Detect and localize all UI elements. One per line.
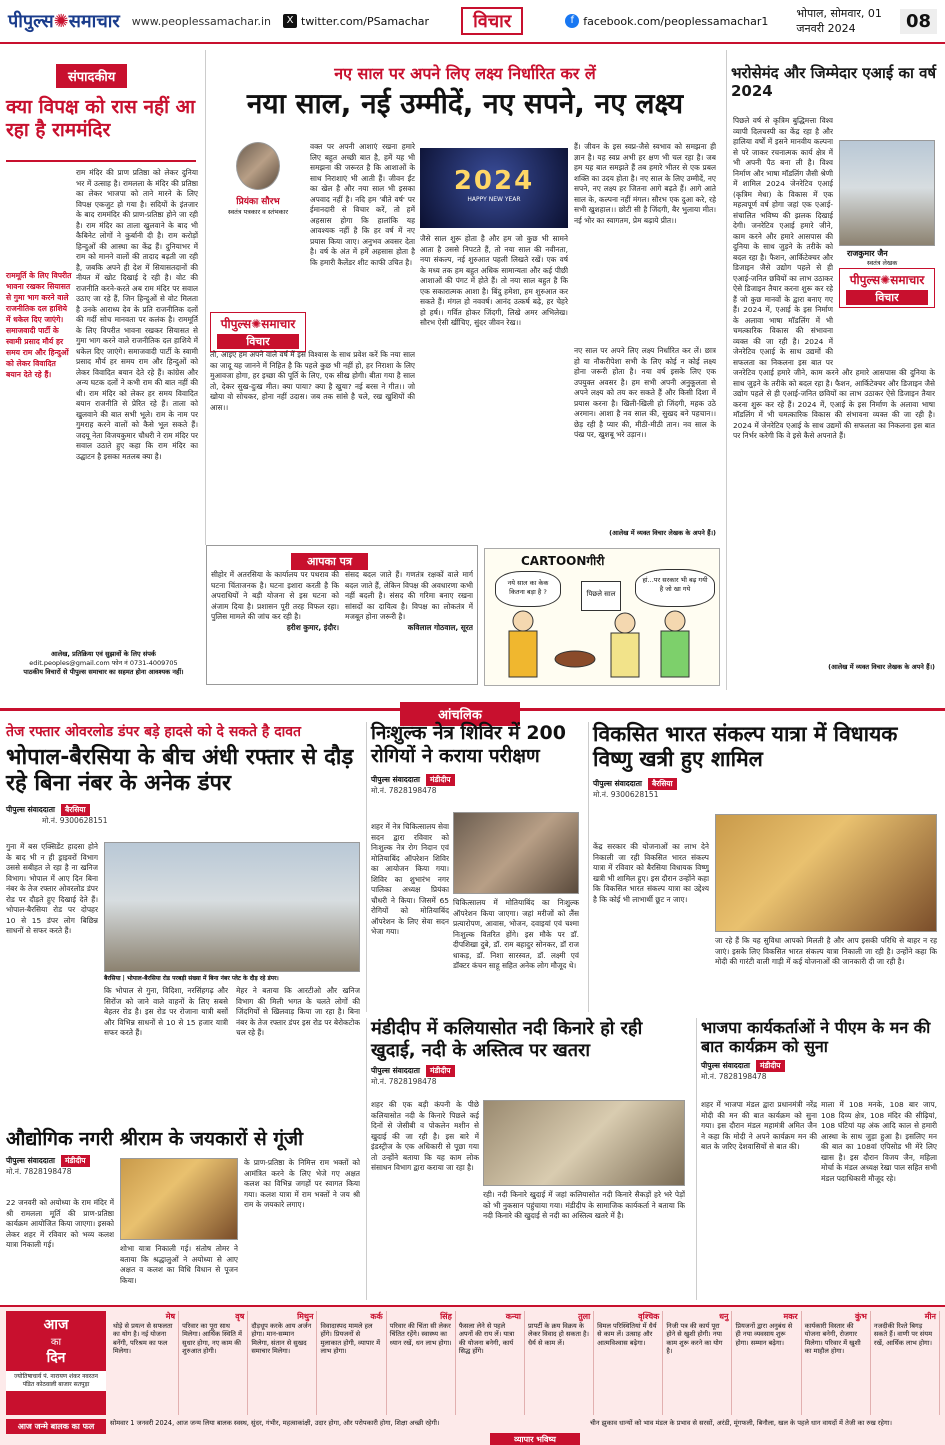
speech-bubble-1: नये साल का केक कितना बड़ा है ? — [495, 571, 561, 607]
story-kaliyasot — [366, 1018, 690, 1300]
ai-author-role: स्वतंत्र लेखक — [867, 259, 898, 267]
figure-1-body — [509, 631, 537, 677]
banner-year: 2024 — [453, 166, 535, 196]
story5-col2: माला में 108 मनके, 108 बार जाप, 108 दिव्य क्षेत्र, 108 मंदिर की सीढ़ियां, 108 घंटियां यह अंक आदि काल से हमारी आस्था के साथ जुड़ा हुआ है। इसलिए मन की बात का 108वां एपिसोड भी मेरे लिए खास है। इस दौरान विजय जैन, महिला मोर्चा के मंडल अध्यक्ष रेखा पाल सहित सभी मंडल पदाधिकारी मौजूद रहे। — [821, 1100, 937, 1183]
page-header — [0, 0, 945, 44]
story2-photo — [453, 812, 579, 894]
story1-kicker: तेज रफ्तार ओवरलोड डंपर बड़े हादसे को दे सकते है दावत — [6, 724, 302, 740]
sign-name: मीन — [924, 1312, 936, 1321]
story-shriram — [6, 1128, 361, 1300]
story6-col3: के प्राण-प्रतिष्ठा के निमित्त राम भक्तों को आमंत्रित करने के लिए भेजे गए अक्षत कलश का विभिन्न जगहों पर स्वागत किया गया। कलश यात्रा में राम भक्तों ने जय श्री राम के जयकारे लगाए। — [244, 1158, 360, 1209]
box-title-2: का — [50, 1337, 62, 1348]
author-role: स्वतंत्र पत्रकार व स्तंभकार — [228, 208, 288, 216]
sign-name: वृष — [235, 1312, 245, 1321]
section-logo: पीपुल्स✺समाचार विचार — [210, 312, 306, 352]
letter-1: सीहोर में अतरसिया के कार्यालय पर पथराव की घटना चिंताजनक है। घटना इशारा करती है कि अपराधियों ने बड़ी योजना से इस घटना को अंजाम दिया है। प्रशासन पूरी तरह विफल रहा। पुलिस मामले की जांच कर रही है। हरीश कुमार, इंदौर। — [211, 570, 339, 632]
story4-byline: पीपुल्स संवाददाता मंडीदीप — [371, 1065, 690, 1077]
main-footnote: (आलेख में व्यक्त विचार लेखक के अपने हैं।) — [609, 529, 716, 537]
cartoon-figures — [485, 609, 721, 685]
story3-photo — [715, 814, 937, 932]
horoscope-sign — [663, 1311, 732, 1415]
story3-col1: केंद्र सरकार की योजनाओं का लाभ देने निकाली जा रही विकसित भारत संकल्प यात्रा में रविवार को बैरसिया विधायक विष्णु खत्री भी शामिल हुए। इस दौरान उन्होंने कहा कि विकसित भारत संकल्प यात्रा का उद्देश्य है कि कोई भी लाभार्थी छूट न जाए। — [593, 842, 709, 904]
horoscope-sign — [110, 1311, 179, 1415]
horoscope-sign — [456, 1311, 525, 1415]
story4-photo — [483, 1100, 685, 1186]
website-link[interactable]: www.peoplessamachar.in — [131, 14, 271, 28]
story1-col3: मेहर ने बताया कि आरटीओ और खनिज विभाग की मिली भगत के चलते लोगों की जिंदगियों से खिलवाड़ किया जा रहा है। बिना नंबर के तेज रफ्तार डंपर इस रोड पर बेरोकटोक चल रहे हैं। — [236, 986, 360, 1037]
cake-sign: पिछले साल — [581, 581, 621, 611]
cake-icon — [555, 651, 595, 667]
story5-title[interactable]: भाजपा कार्यकर्ताओं ने पीएम के मन की बात कार्यक्रम को सुना — [701, 1018, 931, 1057]
sign-name: सिंह — [440, 1312, 452, 1321]
story2-col2: चिकित्सालय में मोतियाबिंद का निःशुल्क ऑपरेशन किया जाएगा। जहां मरीजों को लैंस प्रत्यारोपण, आवास, भोजन, दवाइयां एवं चश्मा निःशुल्क वितरित होंगे। इस मौके पर डॉ. दीपशिखा दुबे, डॉ. राम बहादुर सोनकर, डॉ राज धाकड़, डॉ. निशा सारस्वत, डॉ. लक्ष्मी एवं डॉक्टर कंचन साहू सहित अनेक लोग मौजूद थे। — [453, 898, 579, 970]
story6-title[interactable]: औद्योगिक नगरी श्रीराम के जयकारों से गूंजी — [6, 1128, 304, 1150]
editorial-contact — [6, 650, 201, 677]
story1-mobile: मो.नं. 9300628151 — [42, 815, 108, 825]
story2-title[interactable]: निःशुल्क नेत्र शिविर में 200 रोगियों ने कराया परीक्षण — [371, 722, 566, 767]
ai-title[interactable]: भरोसेमंद और जिम्मेदार एआई का वर्ष 2024 — [731, 64, 937, 100]
editorial-pull-quote: राममूर्ति के लिए विपरीत भावना रखकर सियासत से गुमा भाग करने वाले राजनीतिक दल हाशिये में धकेल दिए जाएंगे। समाजवादी पार्टी के स्वामी प्रसाद मौर्य हर समय राम और हिन्दुओं को लेकर विवादित बयान देते रहे हैं। — [6, 271, 72, 379]
sign-text: कार्यकारी विस्तार की योजना बनेगी, रोजगार मिलेगा। परिवार में खुशी का माहौल होगा। — [804, 1321, 861, 1356]
story-mann-ki-baat — [696, 1018, 940, 1300]
main-article — [205, 50, 720, 545]
horoscope-sign — [179, 1311, 248, 1415]
letter-2: संसद बदल जाते हैं। गणतंत्र रक्षकों वाले मार्ग बदल जाते हैं, लेकिन विपक्ष की अवधारणा कभी नहीं बदली है। संसद की गरिमा बनाए रखना सांसदों का दायित्व है। विपक्ष का लोकतंत्र में मजबूत होना जरूरी है। कविलाल गोठवाल, सूरत — [345, 570, 473, 632]
horoscope-sign — [871, 1311, 940, 1415]
sign-text: विमल परिस्थितियां में धैर्य से काम लें। उत्साह और आत्मविश्वास बढ़ेगा। — [597, 1321, 657, 1347]
sign-text: फैसला लेने से पहले अपनों की राय लें। यात्रा की योजना बनेगी, कार्य सिद्ध होंगे। — [458, 1321, 515, 1356]
market-label: व्यापार भविष्य — [490, 1433, 580, 1445]
contact-email[interactable]: edit.peoples@gmail.com फोन नं 0731-4009705 — [29, 659, 178, 667]
story3-title[interactable]: विकसित भारत संकल्प यात्रा में विधायक विष्णु खत्री हुए शामिल — [593, 722, 898, 772]
sign-name: तुला — [578, 1312, 591, 1321]
facebook-icon: f — [565, 14, 579, 28]
story4-col2: रही। नदी किनारे खुदाई में जहां कलियासोत नदी किनारे सैकड़ों हरे भरे पेड़ों को भी नुकसान पहुंचाया गया। मंडीदीप के सामाजिक कार्यकर्ता ने बताया कि नदी किनारे की खुदाई से नदी का अस्तित्व खतरे में है। — [483, 1190, 685, 1220]
story4-col1: शहर की एक बड़ी कंपनी के पीछे कलियासोत नदी के किनारे पिछले कई दिनों से जेसीबी व पोकलेन मशीन से खुदाई की जा रही है। इस बारे में इंडस्ट्रीज के एक अधिकारी से पूछा गया तो उन्होंने बताया कि यह काम लोक संसाधन विभाग द्वारा कराया जा रहा है। — [371, 1100, 479, 1172]
sign-text: प्रियजनों द्वारा अनुबंध से ही नया व्यवसाय शुरू होगा। सम्मान बढ़ेगा। — [735, 1321, 793, 1347]
ai-author-name: राजकुमार जैन — [847, 249, 888, 258]
new-year-banner — [420, 148, 568, 228]
horoscope-sign — [594, 1311, 663, 1415]
editorial-tag: संपादकीय — [56, 64, 127, 88]
story4-mobile: मो.नं. 7828198478 — [371, 1077, 437, 1087]
horoscope-sign — [802, 1311, 871, 1415]
letters-box — [206, 545, 478, 685]
story3-mobile: मो.नं. 9300628151 — [593, 790, 659, 800]
story6-mobile: मो.नं. 7828198478 — [6, 1166, 72, 1176]
ai-body-top: पिछले वर्ष से कृत्रिम बुद्धिमत्ता विश्व व्यापी दिलचस्पी का केंद्र रहा है और हालिया वर्षों में इसने मानवीय कल्पना से परे जाकर रचनात्मक कार्य क्षेत्र में भी अपनी पैठ बना ली है। विश्व निर्माण और भाषा मॉडलिंग जैसी श्रेणी में शामिल 2024 जेनरेटिव एआई (कृत्रिम मेधा) के विकास में एक महत्वपूर्ण वर्ष होगा जहां एक एआई-संचालित भविष्य की झलक दिखाई देगी। जनरेटिव एआई हमारे जीने, काम करने और हमारे आसपास की दुनिया के साथ जुड़ने के तरीके को बदल रहा है। फैशन, आर्किटेक्चर और डिजाइन जैसे उद्योग पहले से ही एआई-जनित छवियों का लाभ उठाकर ऐसे डिजाइन तैयार करना शुरू कर रहे हैं जो कुछ मानवों के द्वारा बनाए गए हैं। 2024 में, एआई के इस निर्माण के अलावा भाषा मॉडलिंग में भी चमत्कारिक विकास की संभावना व्यक्त की जा रही है। 2024 में जेनरेटिव एआई के साथ उद्यमों की सफलता का निकलना इस बात पर — [733, 116, 833, 366]
section-title: विचार — [461, 7, 523, 35]
main-col-4: हैं। जीवन के इस स्वप्न-जैसे स्वभाव को समझना ही ज्ञान है। यह स्वप्न अभी हर क्षण भी चल रहा है। जब हम यह बात समझते हैं तब हमारे भीतर से एक प्रबल शक्ति का उदय होता है। नए साल के लिए उम्मीदें, नए सपने, नए लक्ष्य हर जितना आगे बढ़ते हैं। आगे आते साल के, कल्पना नहीं मंगल। सौरभ एक दुआ करे, रहे सभी खुशहाल।। छोटी सी है जिंदगी, बैर भुलाया मीत। नई भोर का स्वागतम, प्रेम बढ़ाये प्रीत।। — [574, 142, 716, 225]
story-eye-camp — [366, 722, 582, 1012]
ai-column — [726, 50, 940, 690]
cartoon-box — [484, 548, 720, 686]
story1-title[interactable]: भोपाल-बैरसिया के बीच अंधी रफ्तार से दौड़ रहे बिना नंबर के अनेक डंपर — [6, 745, 354, 797]
sign-name: मेष — [165, 1312, 176, 1321]
main-col-1: वक्त पर अपनी आशाएं रखना हमारे लिए बहुत अच्छी बात है, हमें यह भी समझना की जरूरत है कि आशाओं के साथ निराशाएं भी आती हैं। जीवन ईंट का खेल है और नया साल भी इसका अपवाद नहीं है। नदि हम 'बीते वर्ष' पर ईमानदारी से विचार करें, तो हमें अहसास होगा कि हालांकि यह आवश्यक नहीं है कि हर वर्ष में नए प्रयास किया जाए। अनुभव अवसर देता है। वर्ष के अंत में हमें अहसास होता है कि हमारी कैलेंडर शीट काफी उचित है। — [310, 142, 415, 267]
facebook-link[interactable]: f facebook.com/peoplessamachar1 — [565, 14, 768, 28]
horoscope-grid — [110, 1311, 940, 1415]
cartoon-title: CARTOONगीरी — [521, 554, 605, 568]
horoscope-sign — [317, 1311, 386, 1415]
letter-2-author: कविलाल गोठवाल, सूरत — [407, 622, 473, 632]
story2-mobile: मो.नं. 7828198478 — [371, 785, 437, 795]
author-photo — [236, 142, 280, 190]
horoscope-sign — [525, 1311, 594, 1415]
figure-2-body — [611, 633, 639, 677]
sign-text: नजदीकी रिश्ते बिगड़ सकते हैं। वाणी पर संयम रखें, आर्थिक लाभ होगा। — [873, 1321, 933, 1347]
horoscope-strip — [0, 1305, 945, 1445]
page-number: 08 — [900, 9, 937, 34]
sign-name: कन्या — [505, 1312, 521, 1321]
story1-photo — [104, 842, 360, 972]
letter-1-author: हरीश कुमार, इंदौर। — [286, 622, 339, 632]
birth-text: सोमवार 1 जनवरी 2024, आज जन्म लिया बालक स्वस्थ, सुंदर, गंभीर, महत्वाकांक्षी, उदार होगा, और परोपकारी होगा, शिक्षा अच्छी रहेगी। — [110, 1419, 440, 1427]
disclaimer: पाठकीय विचारों से पीपुल्स समाचार का सहमत होना आवश्यक नहीं। — [23, 668, 184, 676]
main-col-5: नए साल पर अपने लिए लक्ष्य निर्धारित कर लें। छात्र हो या नौकरीपेशा सभी के लिए कोई न कोई लक्ष्य होना जरूरी होता है। नया वर्ष इसके लिए एक उपयुक्त अवसर है। हम सभी अपनी अनुकूलता से अपने लक्ष्य को तय कर सकते हैं और किसी दिशा में प्रयास करना है। खिली-खिली हो जिंदगी, महक उठे अरमान। आशा है नव साल की, सुखद बने पहचान।। छेड़ रही है प्यार की, मीठी-मीठी तान। नव साल के पंख पर, खुशबू भरे उड़ान।। — [574, 346, 716, 439]
story1-col1: गुना में बस एक्सिडेंट हादसा होने के बाद भी न ही ड्राइवरों विभाग उससे सबीहत ले रहा है ना खनिज विभाग। भोपाल में आए दिन बिना नंबर के तेज रफ्तार ओवरलोड डंपर रोड पर दौड़ते हुए दिखाई देते हैं। भोपाल-बैरसिया रोड पर दोपहर 10 से 15 डंपर लोग बिछिन्न साधनों से सफर करते हैं। — [6, 842, 98, 935]
box-title-1: आज — [43, 1317, 69, 1333]
main-title[interactable]: नया साल, नई उम्मीदें, नए सपने, नए लक्ष्य — [246, 87, 684, 121]
story1-caption: बैरसिया | भोपाल-बैरसिया रोड परबड़ी संख्या में बिना नंबर प्लेट के दौड़ रहे डंपर। — [104, 975, 279, 982]
story4-title[interactable]: मंडीदीप में कलियासोत नदी किनारे हो रही खुदाई, नदी के अस्तित्व पर खतरा — [371, 1018, 643, 1061]
ai-section-logo: पीपुल्स✺समाचार विचार — [839, 268, 935, 308]
sign-name: कुंभ — [855, 1312, 867, 1321]
story2-byline: पीपुल्स संवाददाता मंडीदीप — [371, 774, 582, 786]
figure-2-head — [615, 613, 635, 633]
figure-3-body — [661, 631, 689, 677]
ai-footnote: (आलेख में व्यक्त विचार लेखक के अपने हैं।) — [828, 663, 935, 671]
box-note: ज्योतिषाचार्य पं. नारायण शंकर नवरतन पंडित कोठवाली बाजार सतपुड़ा — [6, 1371, 106, 1391]
story6-col1: 22 जनवरी को अयोध्या के राम मंदिर में श्री रामलला मूर्ति की प्राण-प्रतिष्ठा कार्यक्रम आयोजित किया जाएगा। इसको लेकर शहर में रविवार को भव्य कलश यात्रा निकाली गई। — [6, 1198, 114, 1249]
main-kicker: नए साल पर अपने लिए लक्ष्य निर्धारित कर लें — [334, 64, 596, 83]
figure-3-head — [665, 611, 685, 631]
twitter-link[interactable]: X twitter.com/PSamachar — [283, 14, 429, 28]
sign-name: मकर — [783, 1312, 798, 1321]
sign-name: वृश्चिक — [638, 1312, 660, 1321]
sign-text: प्रापर्टी के क्रय विक्रय के लेकर विवाद हो सकता है। धैर्य से काम लें। — [527, 1321, 590, 1347]
contact-heading: आलेख, प्रतिक्रिया एवं सुझावों के लिए संपर्क — [51, 650, 156, 658]
sign-text: परिवार की चिंता सी लेकर चिंतित रहेंगे। स्वास्थ्य का ध्यान रखें, धन लाभ होगा। — [389, 1321, 452, 1347]
story5-col1: शहर में भाजपा मंडल द्वारा प्रधानमंत्री नरेंद्र मोदी की मन की बात कार्यक्रम को सुना गया। इस दौरान मंडल महामंत्री अमित जैन ने कहा कि मोदी ने अपने कार्यक्रम मन की बात के जरिए देशवासियों से बात की। — [701, 1100, 817, 1151]
sign-name: धनु — [719, 1312, 729, 1321]
story3-byline: पीपुल्स संवाददाता बैरसिया — [593, 778, 940, 790]
author-name: प्रियंका सौरभ — [236, 197, 280, 207]
speech-bubble-2: हां...पर सरकार भी बढ़ गयी है जो खा गये — [635, 569, 715, 607]
story-sankalp-yatra — [588, 722, 940, 1012]
sign-name: कर्क — [370, 1312, 383, 1321]
main-col-2: तो, आइए हम अपने वाले वर्ष में इस विश्वास के साथ प्रवेश करें कि नया साल का जादू यह जानने में निहित है कि पहले कुछ भी नहीं हो, हर निराशा के लिए मुआवजा होगा, हर इच्छा की पूर्ति के लिए, एक सीख होगी। बीता गया है साल तो, देकर सुख-दुःख मीत। क्या पाया? क्या है खुया? नई बरस ने गीत।। जो खोया वो सोचकर, होना नहीं उदास। जब तक सांसे है चले, रख खुशियों की आस।। — [210, 350, 415, 412]
sign-name: मिथुन — [297, 1312, 314, 1321]
sign-text: थोड़े से प्रयत्न से सफलता का योग है। नई योजना बनेंगी, परिश्रम का फल मिलेगा। — [113, 1321, 173, 1356]
issue-date: भोपाल, सोमवार, 01 जनवरी 2024 — [796, 7, 882, 35]
horoscope-sign — [387, 1311, 456, 1415]
story1-byline: पीपुल्स संवाददाता बैरसिया — [6, 804, 361, 816]
story6-byline: पीपुल्स संवाददाता मंडीदीप — [6, 1155, 361, 1167]
market-text: चीन झुकाव धान्यों को भाव मंडल के प्रभाव से सरसों, अरंडी, मूंगफली, बिनौला, खल के पहले धान वायदों में तेजी का रुख रहेगा। — [590, 1419, 892, 1427]
sign-text: दौड़धूप करके आय अर्जन होगा। मान-सम्मान मिलेगा, संतान से सुखद समाचार मिलेगा। — [251, 1321, 312, 1356]
horoscope-sign — [248, 1311, 317, 1415]
story2-col1: शहर में नेत्र चिकित्सालय सेवा सदन द्वारा रविवार को निःशुल्क नेत्र रोग निदान एवं मोतियाबिंद ऑपरेशन शिविर का आयोजन किया गया। शिविर का शुभारंभ नगर पालिका अध्यक्ष प्रियंका चौधरी ने किया। जिसमें 65 रोगियों को मोतियाबिंद ऑपरेशन के लिए सेवा सदन भेजा गया। — [371, 822, 449, 936]
masthead-logo[interactable]: पीपुल्स✺समाचार — [8, 11, 120, 32]
sign-text: परिवार का पूरा साथ मिलेगा। आर्थिक स्थिति में सुधार होगा, नए काम की शुरुआत होगी। — [182, 1321, 242, 1356]
x-icon: X — [283, 14, 297, 28]
story-dumpers — [6, 722, 361, 1122]
ai-author-photo — [839, 140, 935, 246]
regional-tag: आंचलिक — [400, 702, 520, 726]
story5-byline: पीपुल्स संवाददाता मंडीदीप — [701, 1060, 940, 1072]
letters-heading: आपका पत्र — [291, 553, 368, 570]
story5-mobile: मो.नं. 7828198478 — [701, 1072, 767, 1082]
sign-text: विवादास्पद मामले हल होंगे। प्रियजनों से मुलाकात होगी, व्यापार में लाभ होगा। — [320, 1321, 381, 1356]
editorial-column — [6, 50, 201, 690]
ai-body-bottom: जनरेटिव एआई हमारे जीने, काम करने और हमारे आसपास की दुनिया के साथ जुड़ने के तरीके को बदल रहा है। फैशन, आर्किटेक्चर और डिजाइन जैसे उद्योग पहले से ही एआई-जनित छवियों का लाभ उठाकर ऐसे डिजाइन तैयार करना शुरू कर रहे हैं। 2024 में, एआई के इस निर्माण के अलावा भाषा मॉडलिंग में भी चमत्कारिक विकास की संभावना व्यक्त की जा रही है। 2024 में जेनरेटिव एआई के साथ उद्यमों की सफलता का निकलना इस बात पर निर्भर करेगी कि वे इसे कैसे अपनाते हैं। — [733, 368, 935, 658]
editorial-title[interactable]: क्या विपक्ष को रास नहीं आ रहा है राममंदिर — [6, 96, 196, 141]
divider — [6, 160, 196, 162]
story3-col2: जा रहे हैं कि यह सुविधा आपको मिलती है और आप इसकी परिधि से बाहर न रह जाएं। इसके लिए विकसित भारत संकल्प यात्रा निकाली जा रही है। उन्होंने कहा कि मोदी की गारंटी वाली गाड़ी में कई योजनाओं की जानकारी दी जा रही है। — [715, 936, 937, 966]
main-col-3: जैसे साल शुरू होता है और हम जो कुछ भी सामने आता है उससे निपटते हैं, तो नया साल की नवीनता, नया संकल्प, नई शुरुआत पहली लिखते रखें। एक वर्ष के मध्य तक हम बहुत अधिक सामान्यता और कई पीछी आशाओं की पंगट में होते हैं। तो नया साल बहुत है कि एक सकारात्मक आशा है। बिंदु हमेशा, हम शुरुआत कर सकते हैं। मंगल हो नववर्ष। आनंद उत्कर्ष बढ़े, हर चेहरे हो हर्ष।। गर्वित होकर जिंदगी, लिखे अमर अभिलेख। सौरभ ऐसी खींचिए, सुंदर जीवन रेख।। — [420, 234, 568, 327]
story1-col2: कि भोपाल से गुना, विदिशा, नरसिंहगढ़ और सिरोंज को जाने वाले वाहनों के लिए सबसे बेहतर रोड है। इस रोड पर रोजाना यात्री बसों और विभिन्न साधनों से 10 से 15 हजार यात्री सफर करते हैं। — [104, 986, 228, 1037]
banner-sub: HAPPY NEW YEAR — [467, 196, 521, 203]
birth-label: आज जन्मे बालक का फल — [6, 1419, 106, 1434]
box-title-3: दिन — [46, 1350, 66, 1366]
figure-1-head — [513, 611, 533, 631]
horoscope-sign — [732, 1311, 801, 1415]
sign-text: निजी पत्र की कार्य पूरा होने से खुशी होगी। नया काम शुरू करने का योग है। — [666, 1321, 723, 1356]
editorial-body: राम मंदिर की प्राण प्रतिष्ठा को लेकर दुनिया भर में उत्साह है। रामलला के मंदिर की प्रतिष्ठा का लेकर भाजपा को ताने मारने के लिए विपक्ष एकजुट हो गया है। सदियों के इंतजार के बाद राममंदिर की प्राण-प्रतिष्ठा होने जा रही है। राम मंदिर का ताला खुलवाने के बाद भी कैबिनेट लोगों ने कुर्बानी दी है। राम करोड़ों हिन्दुओं की आस्था का केंद्र हैं। दुनियाभर में राम को मानने वालों की तादाद बढ़ती जा रही है, जबकि अपने ही देश में सियासतदानों की नीयत में खोट दिखाई दे रही है। वोट की राजनीति करने-करते अब राम मंदिर पर सवाल उठाए जा रहे हैं, जिन हिन्दुओं से वोट मिलता है उनके आराध्य देव के प्रति राजनीतिक दलों की गर्दी सोच मानवता पर कलंक है। राममूर्ति के लिए विपरीत भावना रखकर सियासत से गुमा भाग करने वाले राजनीतिक दल हाशिये में धकेल दिए जाएंगे। समाजवादी पार्टी के स्वामी प्रसाद मौर्य हर समय राम और हिन्दुओं को लेकर विवादित बयान देते रहे हैं। कांग्रेस और अन्य घटक दलों ने कभी राम की बात नहीं की थी। राम मंदिर को लेकर हर समय विवादित बयान राजनीति से प्रेरित रहे हैं। ताला को खुलवाने की बात सभी भूले। राम के नाम पर गुमराह करने वालों को कैसे भूल सकते हैं। जदयू नेता विजयकुमार चौधरी ने राम मंदिर पर सवाल उठाते हुए कहा कि राम मंदिर का उद्घाटन है इसका मतलब क्या है। — [76, 168, 198, 461]
aaj-ka-din-box — [6, 1311, 106, 1415]
story6-photo — [120, 1158, 238, 1240]
story6-col2: शोभा यात्रा निकाली गई। संतोष तोमर ने बताया कि श्रद्धालुओं ने अयोध्या से आए अक्षत व कलश का विधि विधान से पूजन किया। — [120, 1244, 238, 1285]
